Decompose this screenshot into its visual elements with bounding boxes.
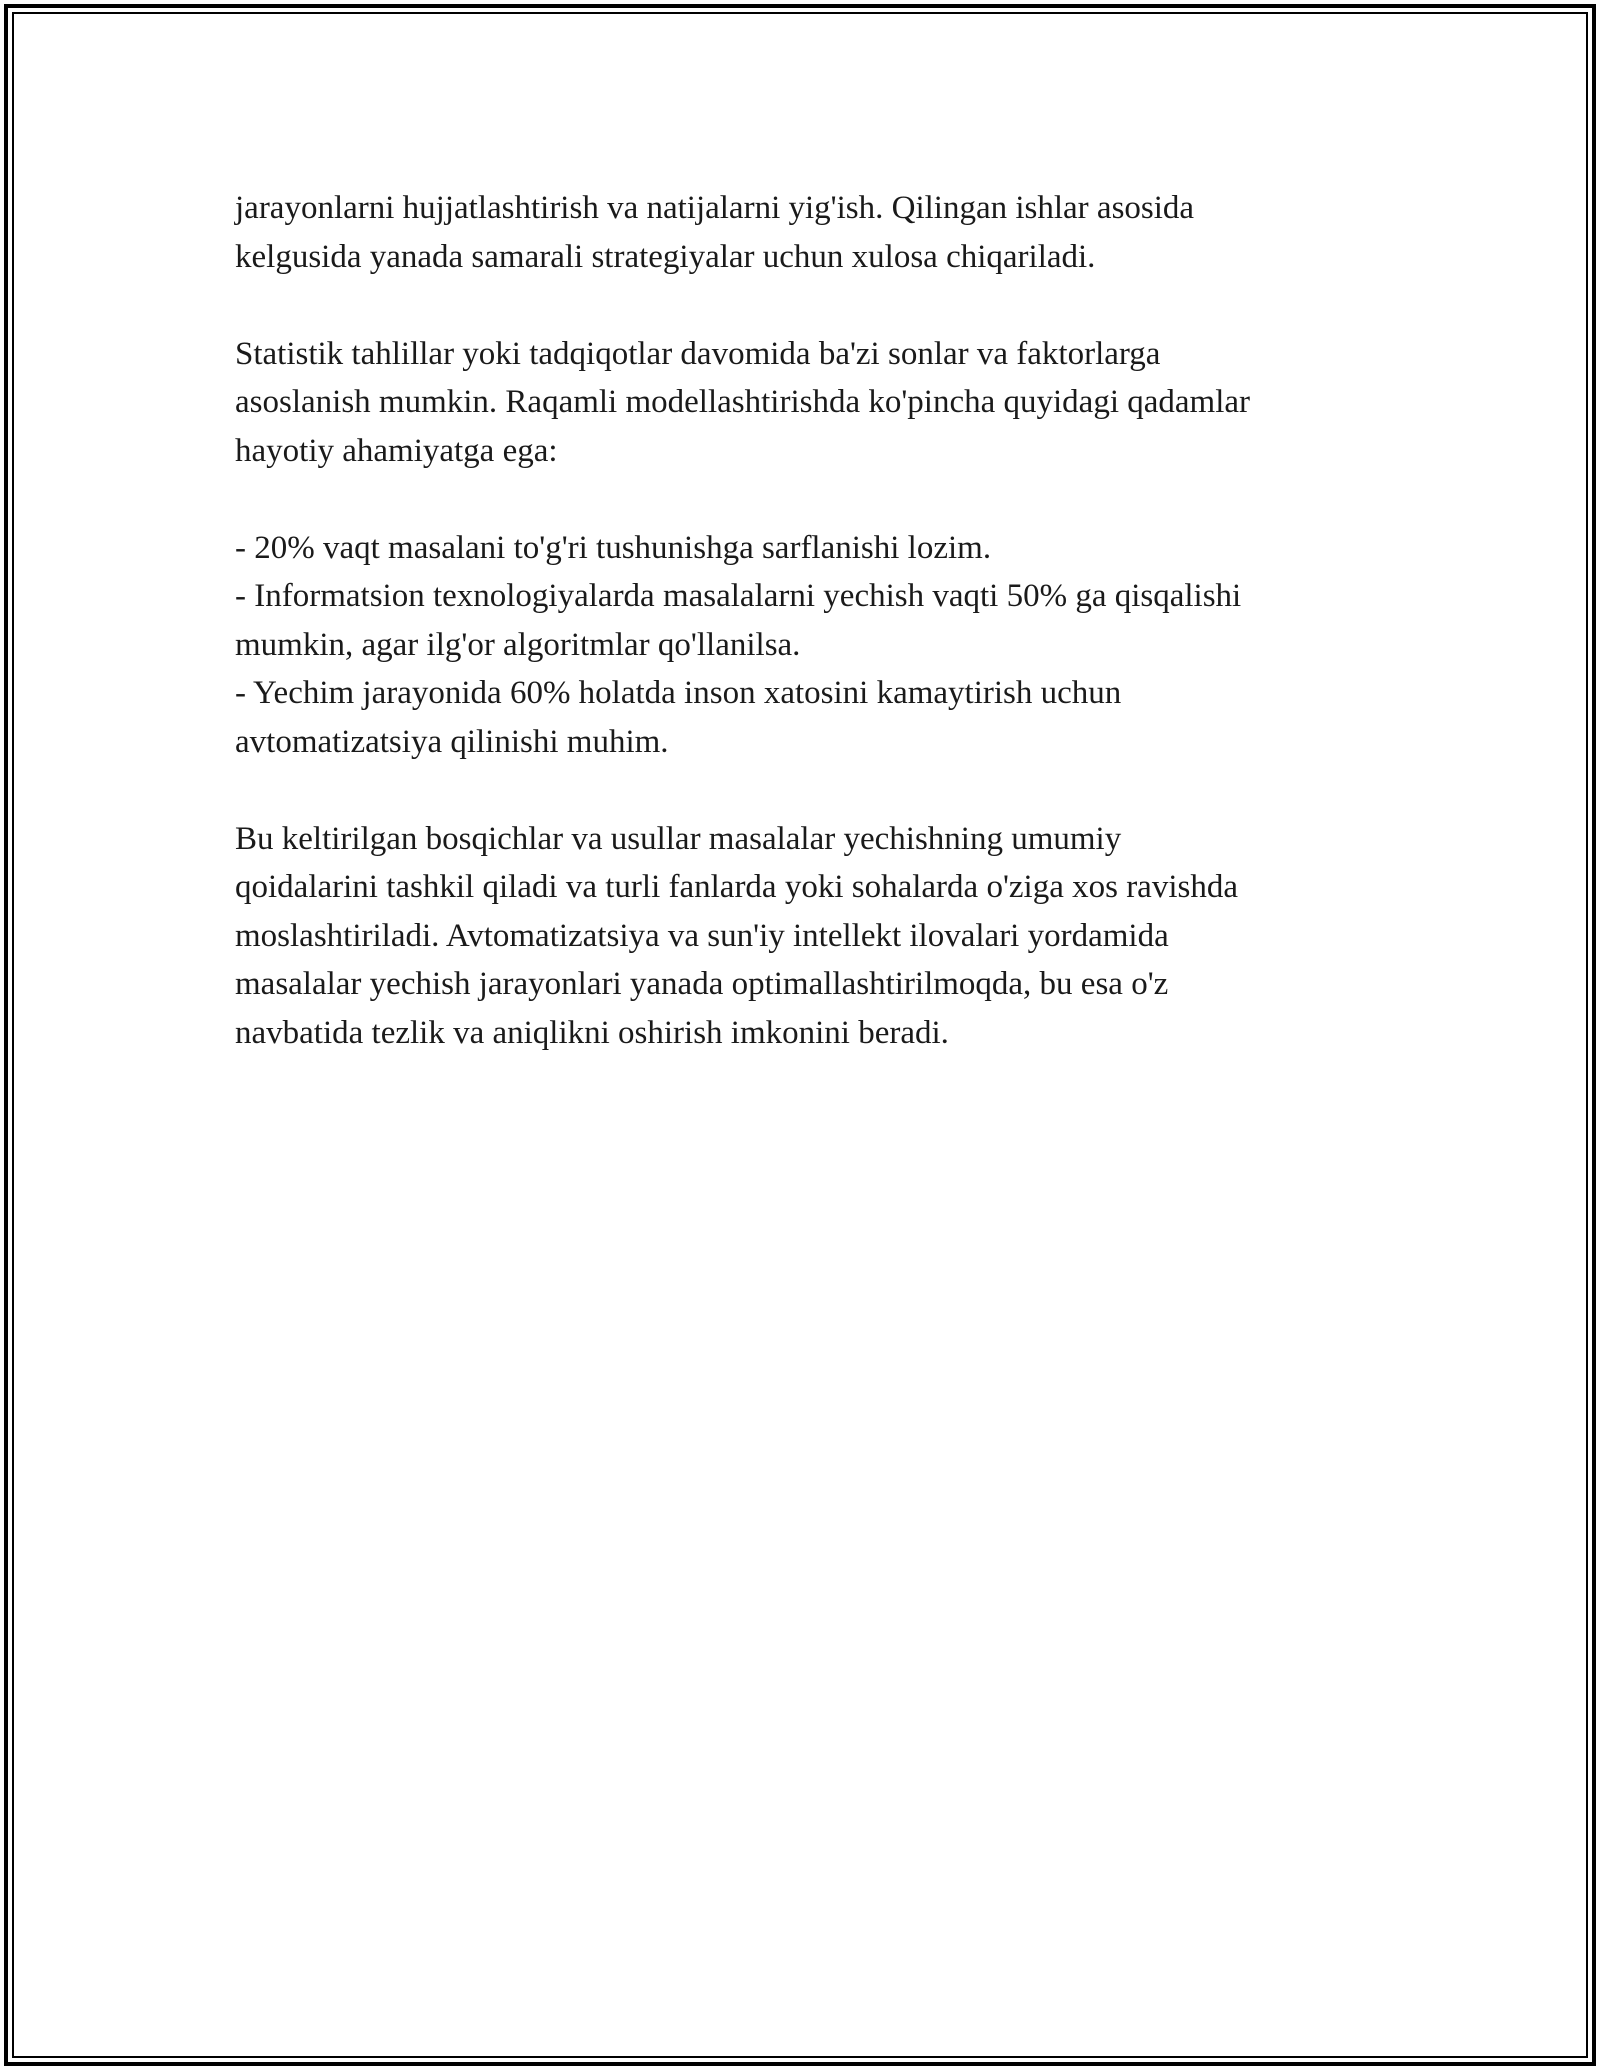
paragraph-spacer (235, 475, 1395, 524)
text-line: qoidalarini tashkil qiladi va turli fanlarda yoki sohalarda o'ziga xos ravishda (235, 869, 1238, 905)
text-line: asoslanish mumkin. Raqamli modellashtirishda ko'pincha quyidagi qadamlar (235, 384, 1251, 420)
text-line: masalalar yechish jarayonlari yanada optimallashtirilmoqda, bu esa o'z (235, 966, 1169, 1002)
paragraph-statistics (235, 330, 1395, 476)
paragraph-spacer (235, 766, 1395, 815)
paragraph-continuation (235, 184, 1395, 281)
text-line: Bu keltirilgan bosqichlar va usullar masalalar yechishning umumiy (235, 820, 1122, 857)
paragraph-spacer (235, 281, 1395, 330)
list-item-continuation: mumkin, agar ilg'or algoritmlar qo'llanilsa. (235, 626, 801, 663)
list-item: - 20% vaqt masalani to'g'ri tushunishga sarflanishi lozim. (235, 529, 992, 566)
text-line: Statistik tahlillar yoki tadqiqotlar davomida ba'zi sonlar va faktorlarga (235, 335, 1161, 372)
text-line: moslashtiriladi. Avtomatizatsiya va sun'iy intellekt ilovalari yordamida (235, 917, 1169, 954)
paragraph-conclusion (235, 815, 1395, 1058)
list-item-continuation: avtomatizatsiya qilinishi muhim. (235, 723, 669, 760)
list-item: - Informatsion texnologiyalarda masalalarni yechish vaqti 50% ga qisqalishi (235, 578, 1242, 614)
text-line: navbatida tezlik va aniqlikni oshirish imkonini beradi. (235, 1014, 949, 1051)
list-item: - Yechim jarayonida 60% holatda inson xatosini kamaytirish uchun (235, 675, 1122, 711)
text-line: kelgusida yanada samarali strategiyalar uchun xulosa chiqariladi. (235, 238, 1096, 275)
bullet-list (235, 524, 1395, 767)
text-line: jarayonlarni hujjatlashtirish va natijalarni yig'ish. Qilingan ishlar asosida (235, 190, 1195, 226)
text-line: hayotiy ahamiyatga ega: (235, 432, 558, 469)
document-body (235, 184, 1395, 1057)
